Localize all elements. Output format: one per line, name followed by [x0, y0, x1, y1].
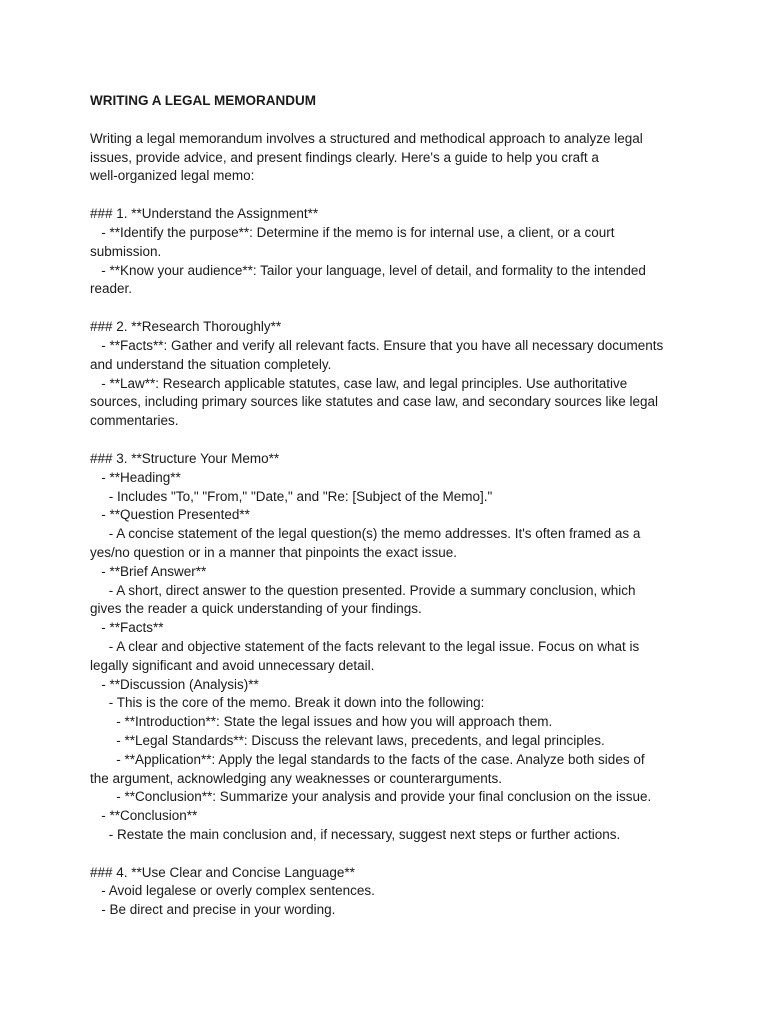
- text-line: - **Facts**: [90, 620, 164, 636]
- text-line: Writing a legal memorandum involves a structured and methodical approach to analyze legal: [90, 130, 643, 146]
- text-line: the argument, acknowledging any weaknesses or counterarguments.: [90, 770, 502, 786]
- text-line: - **Conclusion**: Summarize your analysis and provide your final conclusion on the issue.: [90, 789, 652, 805]
- text-line: gives the reader a quick understanding of your findings.: [90, 601, 422, 617]
- text-line: - **Brief Answer**: [90, 563, 207, 579]
- text-line: - **Discussion (Analysis)**: [90, 676, 259, 692]
- document-page: [90, 92, 690, 920]
- text-line: - **Heading**: [90, 469, 181, 485]
- text-line: issues, provide advice, and present findings clearly. Here's a guide to help you craft a: [90, 149, 599, 165]
- section-structure-memo: [90, 450, 690, 845]
- document-title: WRITING A LEGAL MEMORANDUM: [90, 93, 316, 108]
- text-line: well-organized legal memo:: [90, 168, 255, 184]
- text-line: - Restate the main conclusion and, if necessary, suggest next steps or further actions.: [90, 826, 621, 842]
- text-line: - A clear and objective statement of the facts relevant to the legal issue. Focus on what is: [90, 638, 640, 654]
- text-line: - **Law**: Research applicable statutes, case law, and legal principles. Use authoritative: [90, 375, 628, 391]
- text-line: legally significant and avoid unnecessary detail.: [90, 657, 375, 673]
- text-line: reader.: [90, 281, 133, 297]
- text-line: - **Application**: Apply the legal standards to the facts of the case. Analyze both sides of: [90, 751, 645, 767]
- text-line: sources, including primary sources like statutes and case law, and secondary sources like legal: [90, 394, 659, 410]
- text-line: - **Legal Standards**: Discuss the relevant laws, precedents, and legal principles.: [90, 732, 605, 748]
- text-line: - This is the core of the memo. Break it down into the following:: [90, 695, 485, 711]
- text-line: - **Question Presented**: [90, 507, 250, 523]
- section-understand-assignment: [90, 205, 690, 299]
- text-line: - **Facts**: Gather and verify all relevant facts. Ensure that you have all necessary documents: [90, 337, 664, 353]
- text-line: - **Introduction**: State the legal issues and how you will approach them.: [90, 714, 553, 730]
- text-line: - A concise statement of the legal question(s) the memo addresses. It's often framed as a: [90, 526, 641, 542]
- text-line: - A short, direct answer to the question presented. Provide a summary conclusion, which: [90, 582, 636, 598]
- text-line: - Includes "To," "From," "Date," and "Re: [Subject of the Memo].": [90, 488, 493, 504]
- text-line: - **Identify the purpose**: Determine if the memo is for internal use, a client, or a court: [90, 224, 615, 240]
- section-heading: ### 2. **Research Thoroughly**: [90, 319, 282, 335]
- text-line: - Be direct and precise in your wording.: [90, 902, 336, 918]
- text-line: submission.: [90, 243, 162, 259]
- section-heading: ### 4. **Use Clear and Concise Language**: [90, 864, 355, 880]
- text-line: and understand the situation completely.: [90, 356, 332, 372]
- section-research-thoroughly: [90, 318, 690, 431]
- text-line: - Avoid legalese or overly complex sentences.: [90, 883, 375, 899]
- section-heading: ### 3. **Structure Your Memo**: [90, 450, 280, 466]
- text-line: commentaries.: [90, 413, 179, 429]
- section-clear-language: [90, 864, 690, 920]
- text-line: yes/no question or in a manner that pinpoints the exact issue.: [90, 544, 457, 560]
- section-heading: ### 1. **Understand the Assignment**: [90, 206, 319, 222]
- text-line: - **Know your audience**: Tailor your language, level of detail, and formality to the intended: [90, 262, 646, 278]
- text-line: - **Conclusion**: [90, 808, 198, 824]
- intro-paragraph: [90, 130, 690, 186]
